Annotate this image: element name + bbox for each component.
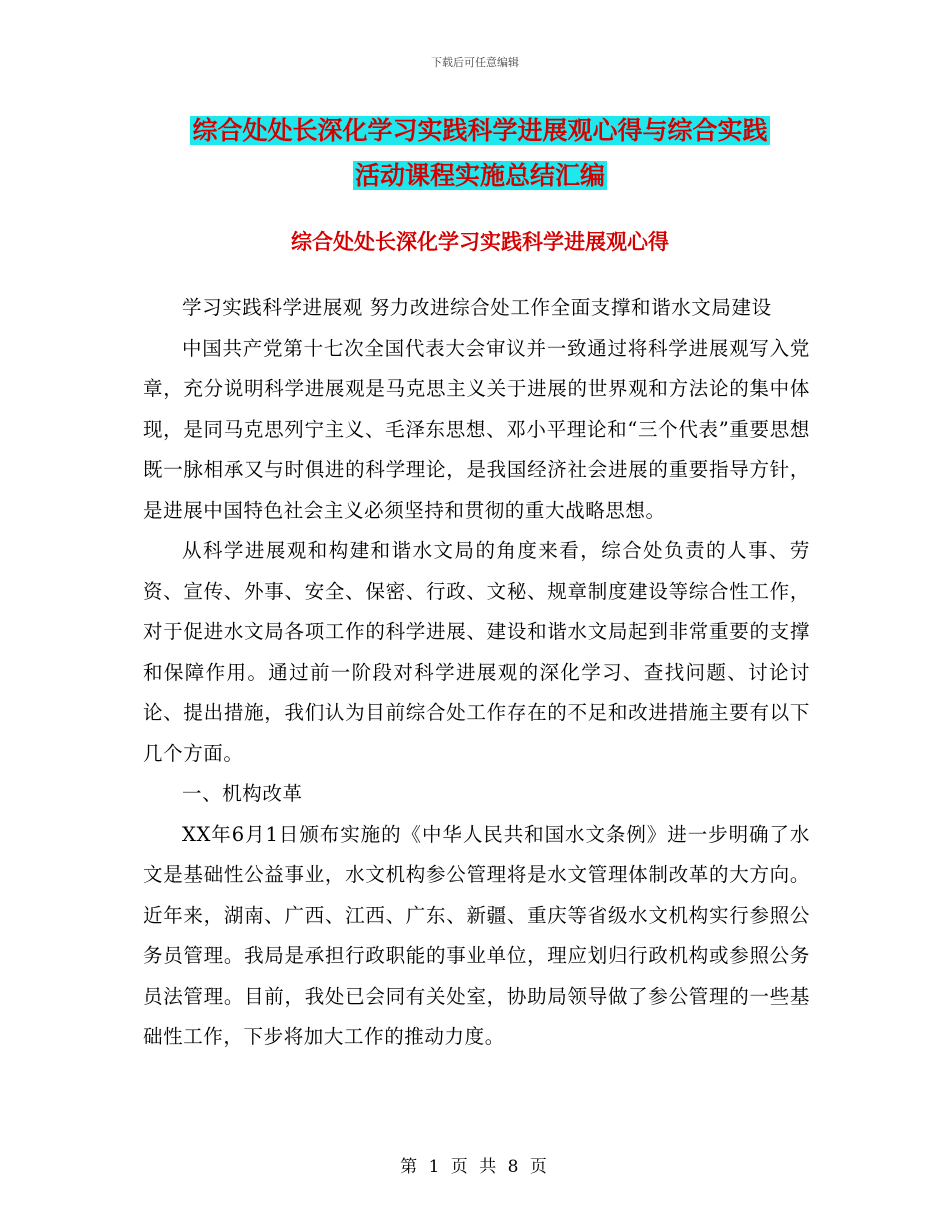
section-title: 综合处处长深化学习实践科学进展观心得: [291, 230, 669, 254]
header-note: 下载后可任意编辑: [431, 56, 519, 69]
document-title-line-1: 综合处处长深化学习实践科学进展观心得与综合实践: [192, 116, 768, 145]
document-title: [140, 108, 820, 198]
page-number-footer: 第 1 页 共 8 页: [400, 1157, 550, 1177]
paragraph: 从科学进展观和构建和谐水文局的角度来看，综合处负责的人事、劳资、宣传、外事、安全、保密、行政、文秘、规章制度建设等综合性工作，对于促进水文局各项工作的科学进展、建设和谐水文局起到非常重要的支撑和保障作用。通过前一阶段对科学进展观的深化学习、查找问题、讨论讨论、提出措施，我们认为目前综合处工作存在的不足和改进措施主要有以下几个方面。: [143, 539, 810, 765]
paragraph: XX年6月1日颁布实施的《中华人民共和国水文条例》进一步明确了水文是基础性公益事业，水文机构参公管理将是水文管理体制改革的大方向。近年来，湖南、广西、江西、广东、新疆、重庆等省级水文机构实行参照公务员管理。我局是承担行政职能的事业单位，理应划归行政机构或参照公务员法管理。目前，我处已会同有关处室，协助局领导做了参公管理的一些基础性工作，下步将加大工作的推动力度。: [143, 822, 810, 1048]
paragraph: 学习实践科学进展观 努力改进综合处工作全面支撑和谐水文局建设: [182, 296, 772, 319]
subheading: 一、机构改革: [182, 782, 303, 805]
body-text: [143, 288, 810, 1058]
paragraph: 中国共产党第十七次全国代表大会审议并一致通过将科学进展观写入党章，充分说明科学进展观是马克思主义关于进展的世界观和方法论的集中体现，是同马克思列宁主义、毛泽东思想、邓小平理论和“三个代表”重要思想既一脉相承又与时俱进的科学理论，是我国经济社会进展的重要指导方针，是进展中国特色社会主义必须坚持和贯彻的重大战略思想。: [143, 336, 810, 522]
document-title-line-2: 活动课程实施总结汇编: [354, 161, 605, 190]
